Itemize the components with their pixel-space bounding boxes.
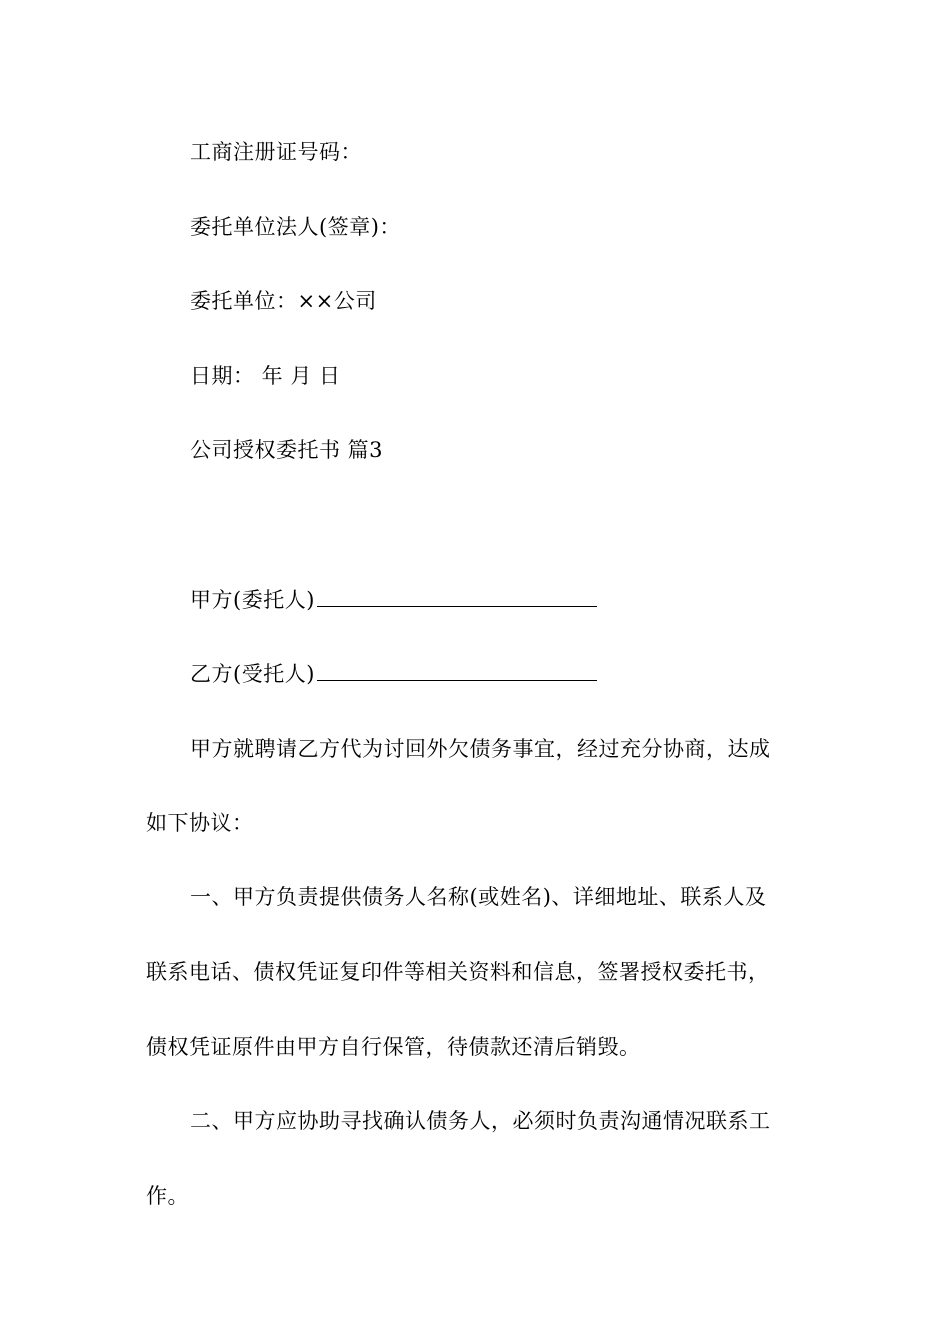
clause-2-line-1: 二、甲方应协助寻找确认债务人，必须时负责沟通情况联系工	[190, 1109, 771, 1133]
paragraph-intro-line-2: 如下协议：	[146, 811, 254, 835]
party-b-blank	[317, 662, 597, 681]
party-a-blank	[317, 588, 597, 607]
party-b-line	[190, 661, 597, 687]
party-a-line	[190, 587, 597, 613]
clause-1-line-2: 联系电话、债权凭证复印件等相关资料和信息，签署授权委托书，	[146, 960, 770, 984]
date-line: 日期： 年 月 日	[190, 364, 341, 388]
clause-2-line-2: 作。	[146, 1184, 189, 1208]
party-b-label: 乙方(受托人)	[190, 662, 315, 686]
registration-number-label: 工商注册证号码：	[190, 140, 362, 164]
clause-1-line-1: 一、甲方负责提供债务人名称(或姓名)、详细地址、联系人及	[190, 885, 767, 909]
section-heading: 公司授权委托书 篇3	[190, 438, 384, 462]
principal-unit-line: 委托单位：××公司	[190, 289, 377, 313]
clause-1-line-3: 债权凭证原件由甲方自行保管，待债款还清后销毁。	[146, 1035, 641, 1059]
paragraph-intro-line-1: 甲方就聘请乙方代为讨回外欠债务事宜，经过充分协商，达成	[190, 737, 771, 761]
party-a-label: 甲方(委托人)	[190, 588, 315, 612]
legal-representative-label: 委托单位法人(签章)：	[190, 215, 401, 239]
